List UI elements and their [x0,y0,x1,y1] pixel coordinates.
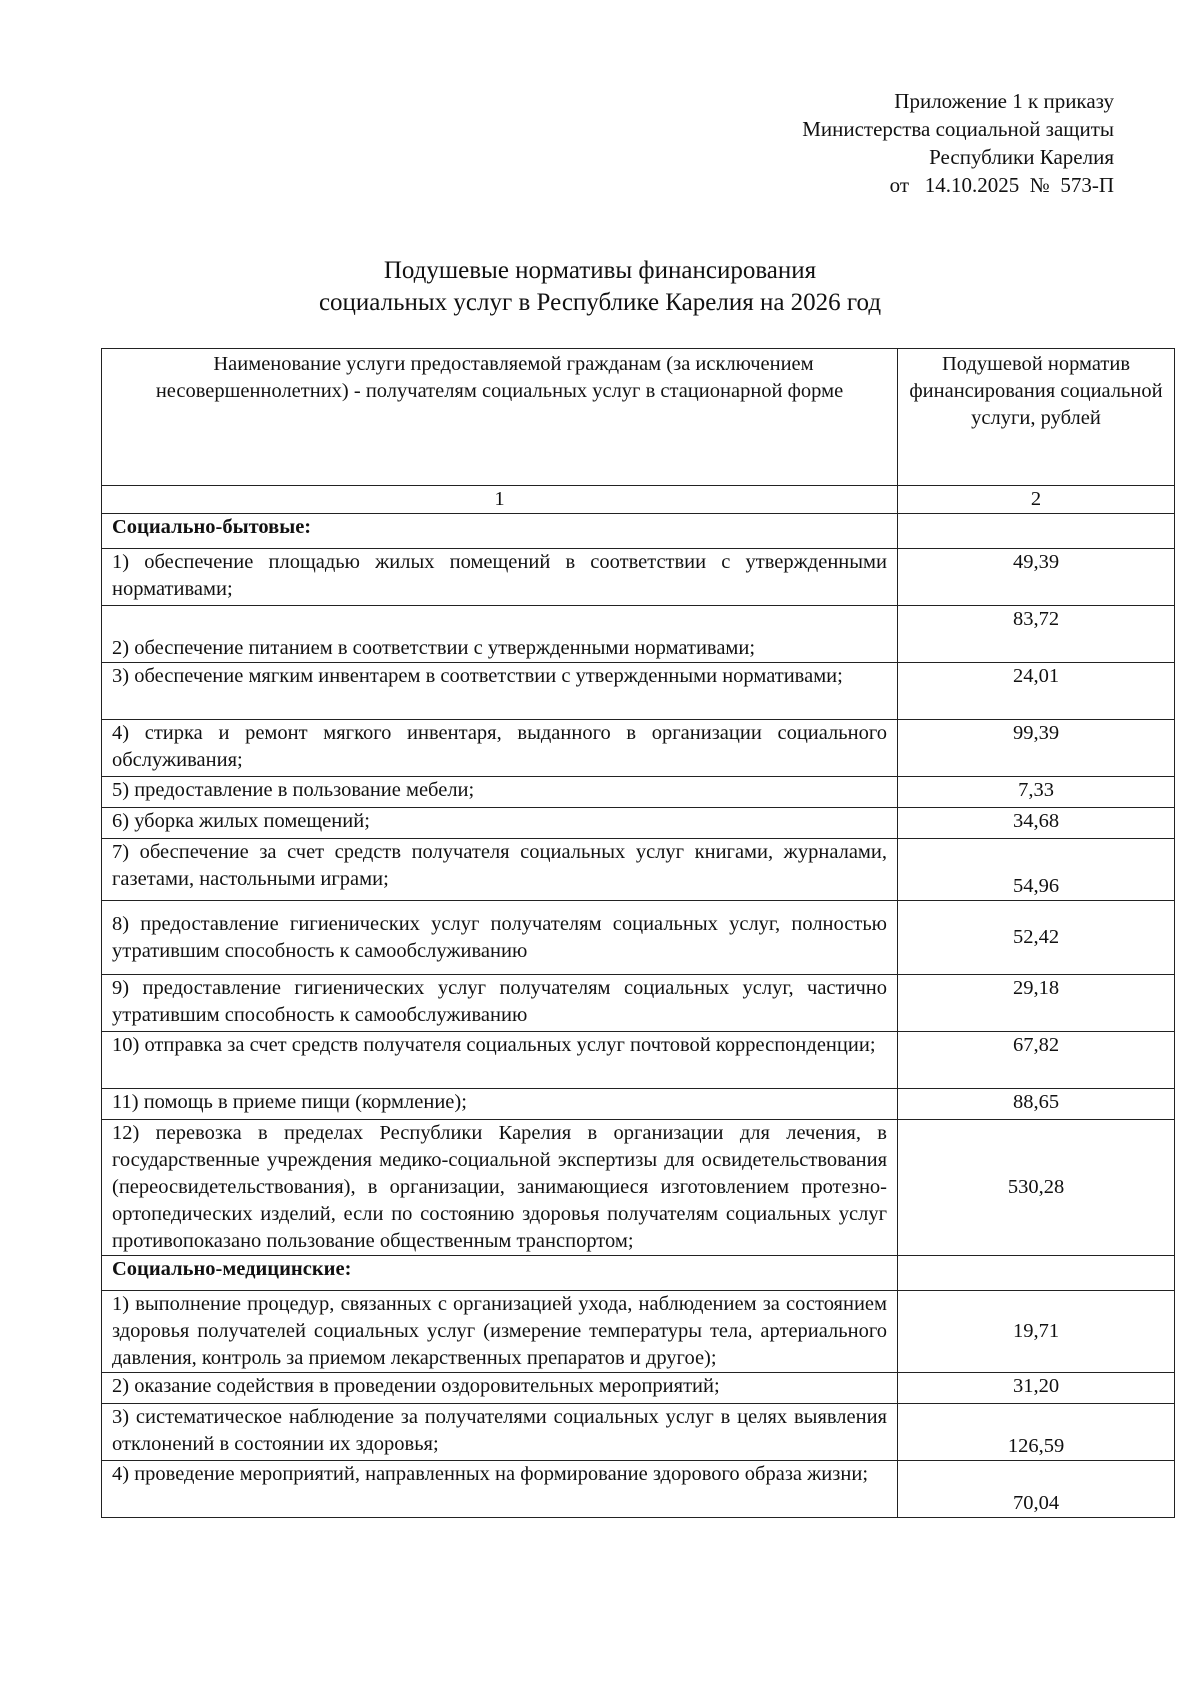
header-norm-value: Подушевой норматив финансирования социальной услуги, рублей [898,349,1175,486]
table-row [102,606,1175,663]
service-name: 8) предоставление гигиенических услуг получателям социальных услуг, полностью утратившим способность к самообслуживанию [102,901,898,975]
table-row [102,1373,1175,1404]
table-row [102,663,1175,720]
table-row [102,975,1175,1032]
appendix-line-2: Министерства социальной защиты [802,117,1114,141]
service-name: 10) отправка за счет средств получателя социальных услуг почтовой корреспонденции; [102,1032,898,1089]
section-title-social-household: Социально-бытовые: [102,514,898,549]
appendix-block [694,87,1114,199]
table-row [102,720,1175,777]
table-row [102,777,1175,808]
service-name: 6) уборка жилых помещений; [102,808,898,839]
table-row [102,1291,1175,1373]
service-name: 2) оказание содействия в проведении оздоровительных мероприятий; [102,1373,898,1404]
norm-value: 19,71 [898,1291,1175,1373]
service-name: 12) перевозка в пределах Республики Карелия в организации для лечения, в государственные учреждения медико-социальной экспертизы для освидетельствования (переосвидетельствования), в организации, занимающиеся изготовлением протезно-ортопедических изделий, если по состоянию здоровья получателям социальных услуг противопоказано пользование общественным транспортом; [102,1120,898,1256]
norm-value: 88,65 [898,1089,1175,1120]
service-name: 5) предоставление в пользование мебели; [102,777,898,808]
norm-value: 49,39 [898,549,1175,606]
column-number-1: 1 [102,486,898,514]
norm-value: 83,72 [898,606,1175,663]
section-row [102,514,1175,549]
service-name: 3) систематическое наблюдение за получателями социальных услуг в целях выявления отклонений в состоянии их здоровья; [102,1404,898,1461]
table-row [102,549,1175,606]
table-header-row [102,349,1175,486]
service-name: 11) помощь в приеме пищи (кормление); [102,1089,898,1120]
table-row [102,1461,1175,1518]
norm-value: 70,04 [898,1461,1175,1518]
document-title [0,255,1200,319]
title-line-2: социальных услуг в Республике Карелия на 2026 год [318,289,882,316]
norm-value: 31,20 [898,1373,1175,1404]
table-row [102,1089,1175,1120]
appendix-line-3: Республики Карелия [929,145,1114,169]
norm-value: 530,28 [898,1120,1175,1256]
norm-value: 7,33 [898,777,1175,808]
service-name: 3) обеспечение мягким инвентарем в соответствии с утвержденными нормативами; [102,663,898,720]
table-row [102,839,1175,901]
norm-value: 54,96 [898,839,1175,901]
service-name: 4) проведение мероприятий, направленных на формирование здорового образа жизни; [102,1461,898,1518]
norm-value: 67,82 [898,1032,1175,1089]
title-line-1: Подушевые нормативы финансирования [383,257,817,284]
norm-value: 24,01 [898,663,1175,720]
section-empty-cell [898,1256,1175,1291]
service-name: 7) обеспечение за счет средств получателя социальных услуг книгами, журналами, газетами, настольными играми; [102,839,898,901]
service-name: 2) обеспечение питанием в соответствии с утвержденными нормативами; [102,606,898,663]
norm-value: 126,59 [898,1404,1175,1461]
service-name: 1) выполнение процедур, связанных с организацией ухода, наблюдением за состоянием здоровья получателей социальных услуг (измерение температуры тела, артериального давления, контроль за приемом лекарственных препаратов и другое); [102,1291,898,1373]
service-name: 4) стирка и ремонт мягкого инвентаря, выданного в организации социального обслуживания; [102,720,898,777]
norm-value: 99,39 [898,720,1175,777]
section-title-social-medical: Социально-медицинские: [102,1256,898,1291]
table-row [102,901,1175,975]
service-name: 9) предоставление гигиенических услуг получателям социальных услуг, частично утратившим способность к самообслуживанию [102,975,898,1032]
column-number-row [102,486,1175,514]
table-row [102,1120,1175,1256]
table-row [102,808,1175,839]
service-name: 1) обеспечение площадью жилых помещений в соответствии с утвержденными нормативами; [102,549,898,606]
appendix-order-date: от 14.10.2025 № 573-П [889,173,1114,197]
table-row [102,1032,1175,1089]
norm-value: 29,18 [898,975,1175,1032]
norm-value: 52,42 [898,901,1175,975]
appendix-line-1: Приложение 1 к приказу [894,89,1114,113]
column-number-2: 2 [898,486,1175,514]
section-row [102,1256,1175,1291]
section-empty-cell [898,514,1175,549]
norms-table [101,348,1175,1518]
norm-value: 34,68 [898,808,1175,839]
table-row [102,1404,1175,1461]
header-service-name: Наименование услуги предоставляемой гражданам (за исключением несовершеннолетних) - получателям социальных услуг в стационарной форме [102,349,898,486]
